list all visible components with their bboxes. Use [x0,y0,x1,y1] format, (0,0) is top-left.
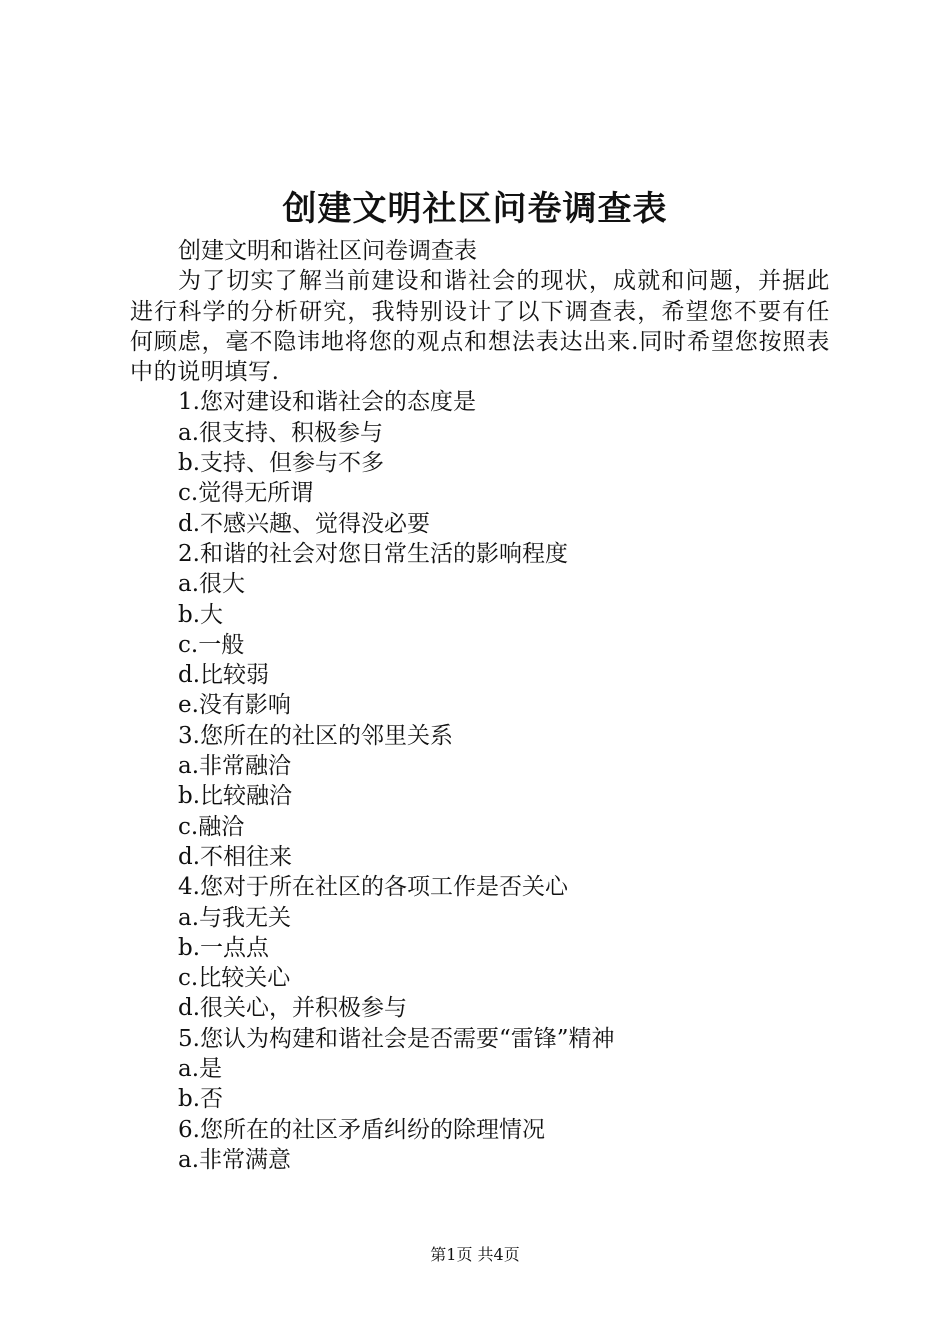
answer-option: a.很支持、积极参与 [178,419,384,446]
question-list [130,387,830,1175]
answer-option: b.比较融洽 [178,783,293,810]
answer-option: d.不感兴趣、觉得没必要 [178,510,431,537]
question-line: 5.您认为构建和谐社会是否需要“雷锋”精神 [178,1025,615,1052]
answer-option: b.一点点 [178,934,270,961]
document-body [130,236,830,1175]
question-line: 6.您所在的社区矛盾纠纷的除理情况 [178,1116,545,1143]
answer-option: d.很关心，并积极参与 [178,995,408,1022]
answer-option: b.否 [178,1086,224,1113]
answer-option: d.比较弱 [178,662,270,689]
intro-paragraph: 为了切实了解当前建设和谐社会的现状，成就和问题，并据此进行科学的分析研究，我特别设计了以下调查表，希望您不要有任何顾虑，毫不隐讳地将您的观点和想法表达出来.同时希望您按照表中的说明填写. [130,268,830,386]
document-subtitle: 创建文明和谐社区问卷调查表 [178,238,477,264]
answer-option: a.与我无关 [178,904,292,931]
question-line: 3.您所在的社区的邻里关系 [178,722,453,749]
answer-option: b.支持、但参与不多 [178,450,385,477]
answer-option: b.大 [178,601,224,628]
answer-option: c.融洽 [178,813,245,840]
answer-option: d.不相往来 [178,843,293,870]
answer-option: e.没有影响 [178,692,291,719]
answer-option: a.非常满意 [178,1146,292,1173]
page-footer: 第1页 共4页 [430,1245,520,1264]
answer-option: a.是 [178,1056,223,1083]
answer-option: a.非常融洽 [178,753,292,780]
answer-option: c.一般 [178,631,245,658]
document-title: 创建文明社区问卷调查表 [282,189,668,229]
answer-option: a.很大 [178,571,246,598]
question-line: 4.您对于所在社区的各项工作是否关心 [178,874,568,901]
answer-option: c.觉得无所谓 [178,480,314,507]
question-line: 2.和谐的社会对您日常生活的影响程度 [178,540,568,567]
answer-option: c.比较关心 [178,965,291,992]
question-line: 1.您对建设和谐社会的态度是 [178,389,476,416]
